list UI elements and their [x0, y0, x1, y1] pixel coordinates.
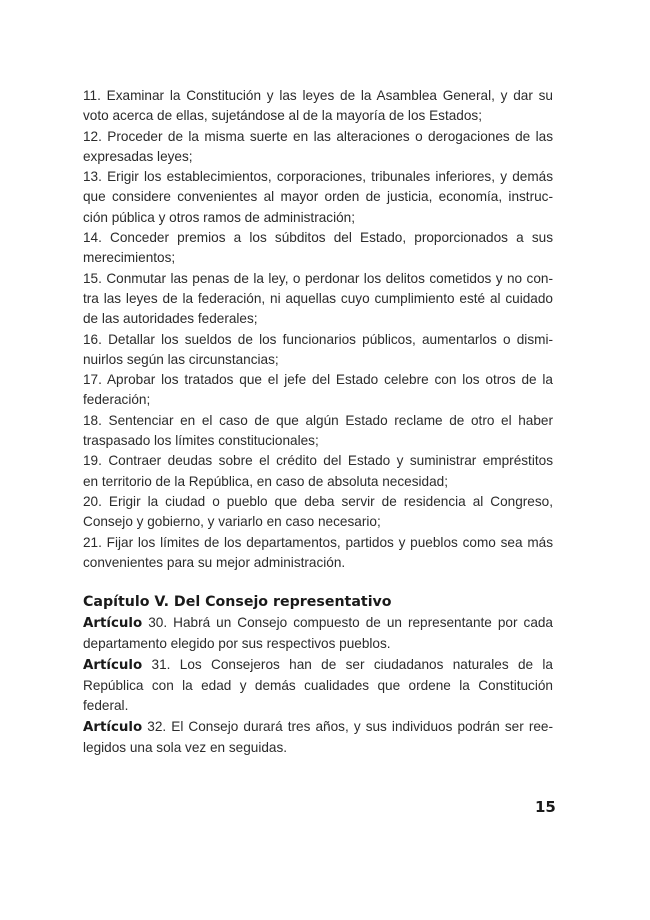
text-line: 19. Contraer deudas sobre el crédito del Estado y suministrar empréstitos — [83, 453, 553, 469]
text-line: ción pública y otros ramos de administración; — [83, 209, 356, 225]
text-line: federación; — [83, 392, 151, 408]
text-line: 18. Sentenciar en el caso de que algún Estado reclame de otro el haber — [83, 412, 553, 428]
text-line: traspasado los límites constitucionales; — [83, 433, 319, 449]
text-line: nuirlos según las circunstancias; — [83, 351, 279, 367]
text-line: que considere convenientes al mayor orden de justicia, economía, instruc- — [83, 189, 553, 205]
text-line: departamento elegido por sus respectivos pueblos. — [83, 636, 391, 652]
item-16 — [83, 330, 553, 371]
text-line: 15. Conmutar las penas de la ley, o perdonar los delitos cometidos y no con- — [83, 270, 553, 286]
item-19 — [83, 451, 553, 492]
text-line: voto acerca de ellas, sujetándose al de la mayoría de los Estados; — [83, 108, 482, 124]
page-number: 15 — [535, 798, 556, 816]
text-line: 21. Fijar los límites de los departamentos, partidos y pueblos como sea más — [83, 534, 553, 550]
text-line: merecimientos; — [83, 250, 176, 266]
article-31 — [83, 655, 553, 717]
text-line: 12. Proceder de la misma suerte en las alteraciones o derogaciones de las — [83, 128, 553, 144]
item-12 — [83, 127, 553, 168]
text-line: 16. Detallar los sueldos de los funcionarios públicos, aumentarlos o dismi- — [83, 331, 553, 347]
article-label: Artículo — [83, 657, 143, 673]
item-18 — [83, 411, 553, 452]
text-line: legidos una sola vez en seguidas. — [83, 739, 288, 755]
item-14 — [83, 228, 553, 269]
text-line: 17. Aprobar los tratados que el jefe del Estado celebre con los otros de la — [83, 372, 553, 388]
text-line: 20. Erigir la ciudad o pueblo que deba servir de residencia al Congreso, — [83, 493, 553, 509]
item-21 — [83, 533, 553, 574]
page-body — [83, 86, 553, 758]
article-label: Artículo — [83, 719, 143, 735]
item-15 — [83, 269, 553, 330]
text-line: en territorio de la República, en caso de absoluta necesidad; — [83, 473, 449, 489]
text-line: Consejo y gobierno, y variarlo en caso necesario; — [83, 514, 381, 530]
item-20 — [83, 492, 553, 533]
text-line: convenientes para su mejor administración. — [83, 554, 346, 570]
item-17 — [83, 370, 553, 411]
text-line: 11. Examinar la Constitución y las leyes de la Asamblea General, y dar su — [83, 88, 553, 103]
text-line: tra las leyes de la federación, ni aquellas cuyo cumplimiento esté al cuidado — [83, 290, 553, 306]
article-text: 30. Habrá un Consejo compuesto de un representante por cada — [142, 615, 553, 631]
text-line: federal. — [83, 698, 129, 714]
text-line: República con la edad y demás cualidades que ordene la Constitución — [83, 678, 553, 694]
text-line: expresadas leyes; — [83, 148, 193, 164]
item-11 — [83, 86, 553, 127]
chapter-heading: Capítulo V. Del Consejo representativo — [83, 594, 392, 611]
article-text: 32. El Consejo durará tres años, y sus individuos podrán ser ree- — [142, 718, 553, 734]
text-line: 14. Conceder premios a los súbditos del Estado, proporcionados a sus — [83, 230, 553, 246]
text-line: de las autoridades federales; — [83, 311, 258, 327]
article-label: Artículo — [83, 616, 143, 632]
article-30 — [83, 613, 553, 655]
article-text: 31. Los Consejeros han de ser ciudadanos naturales de la — [142, 656, 553, 672]
item-13 — [83, 167, 553, 228]
text-line: 13. Erigir los establecimientos, corporaciones, tribunales inferiores, y demás — [83, 169, 553, 185]
article-32 — [83, 717, 553, 759]
